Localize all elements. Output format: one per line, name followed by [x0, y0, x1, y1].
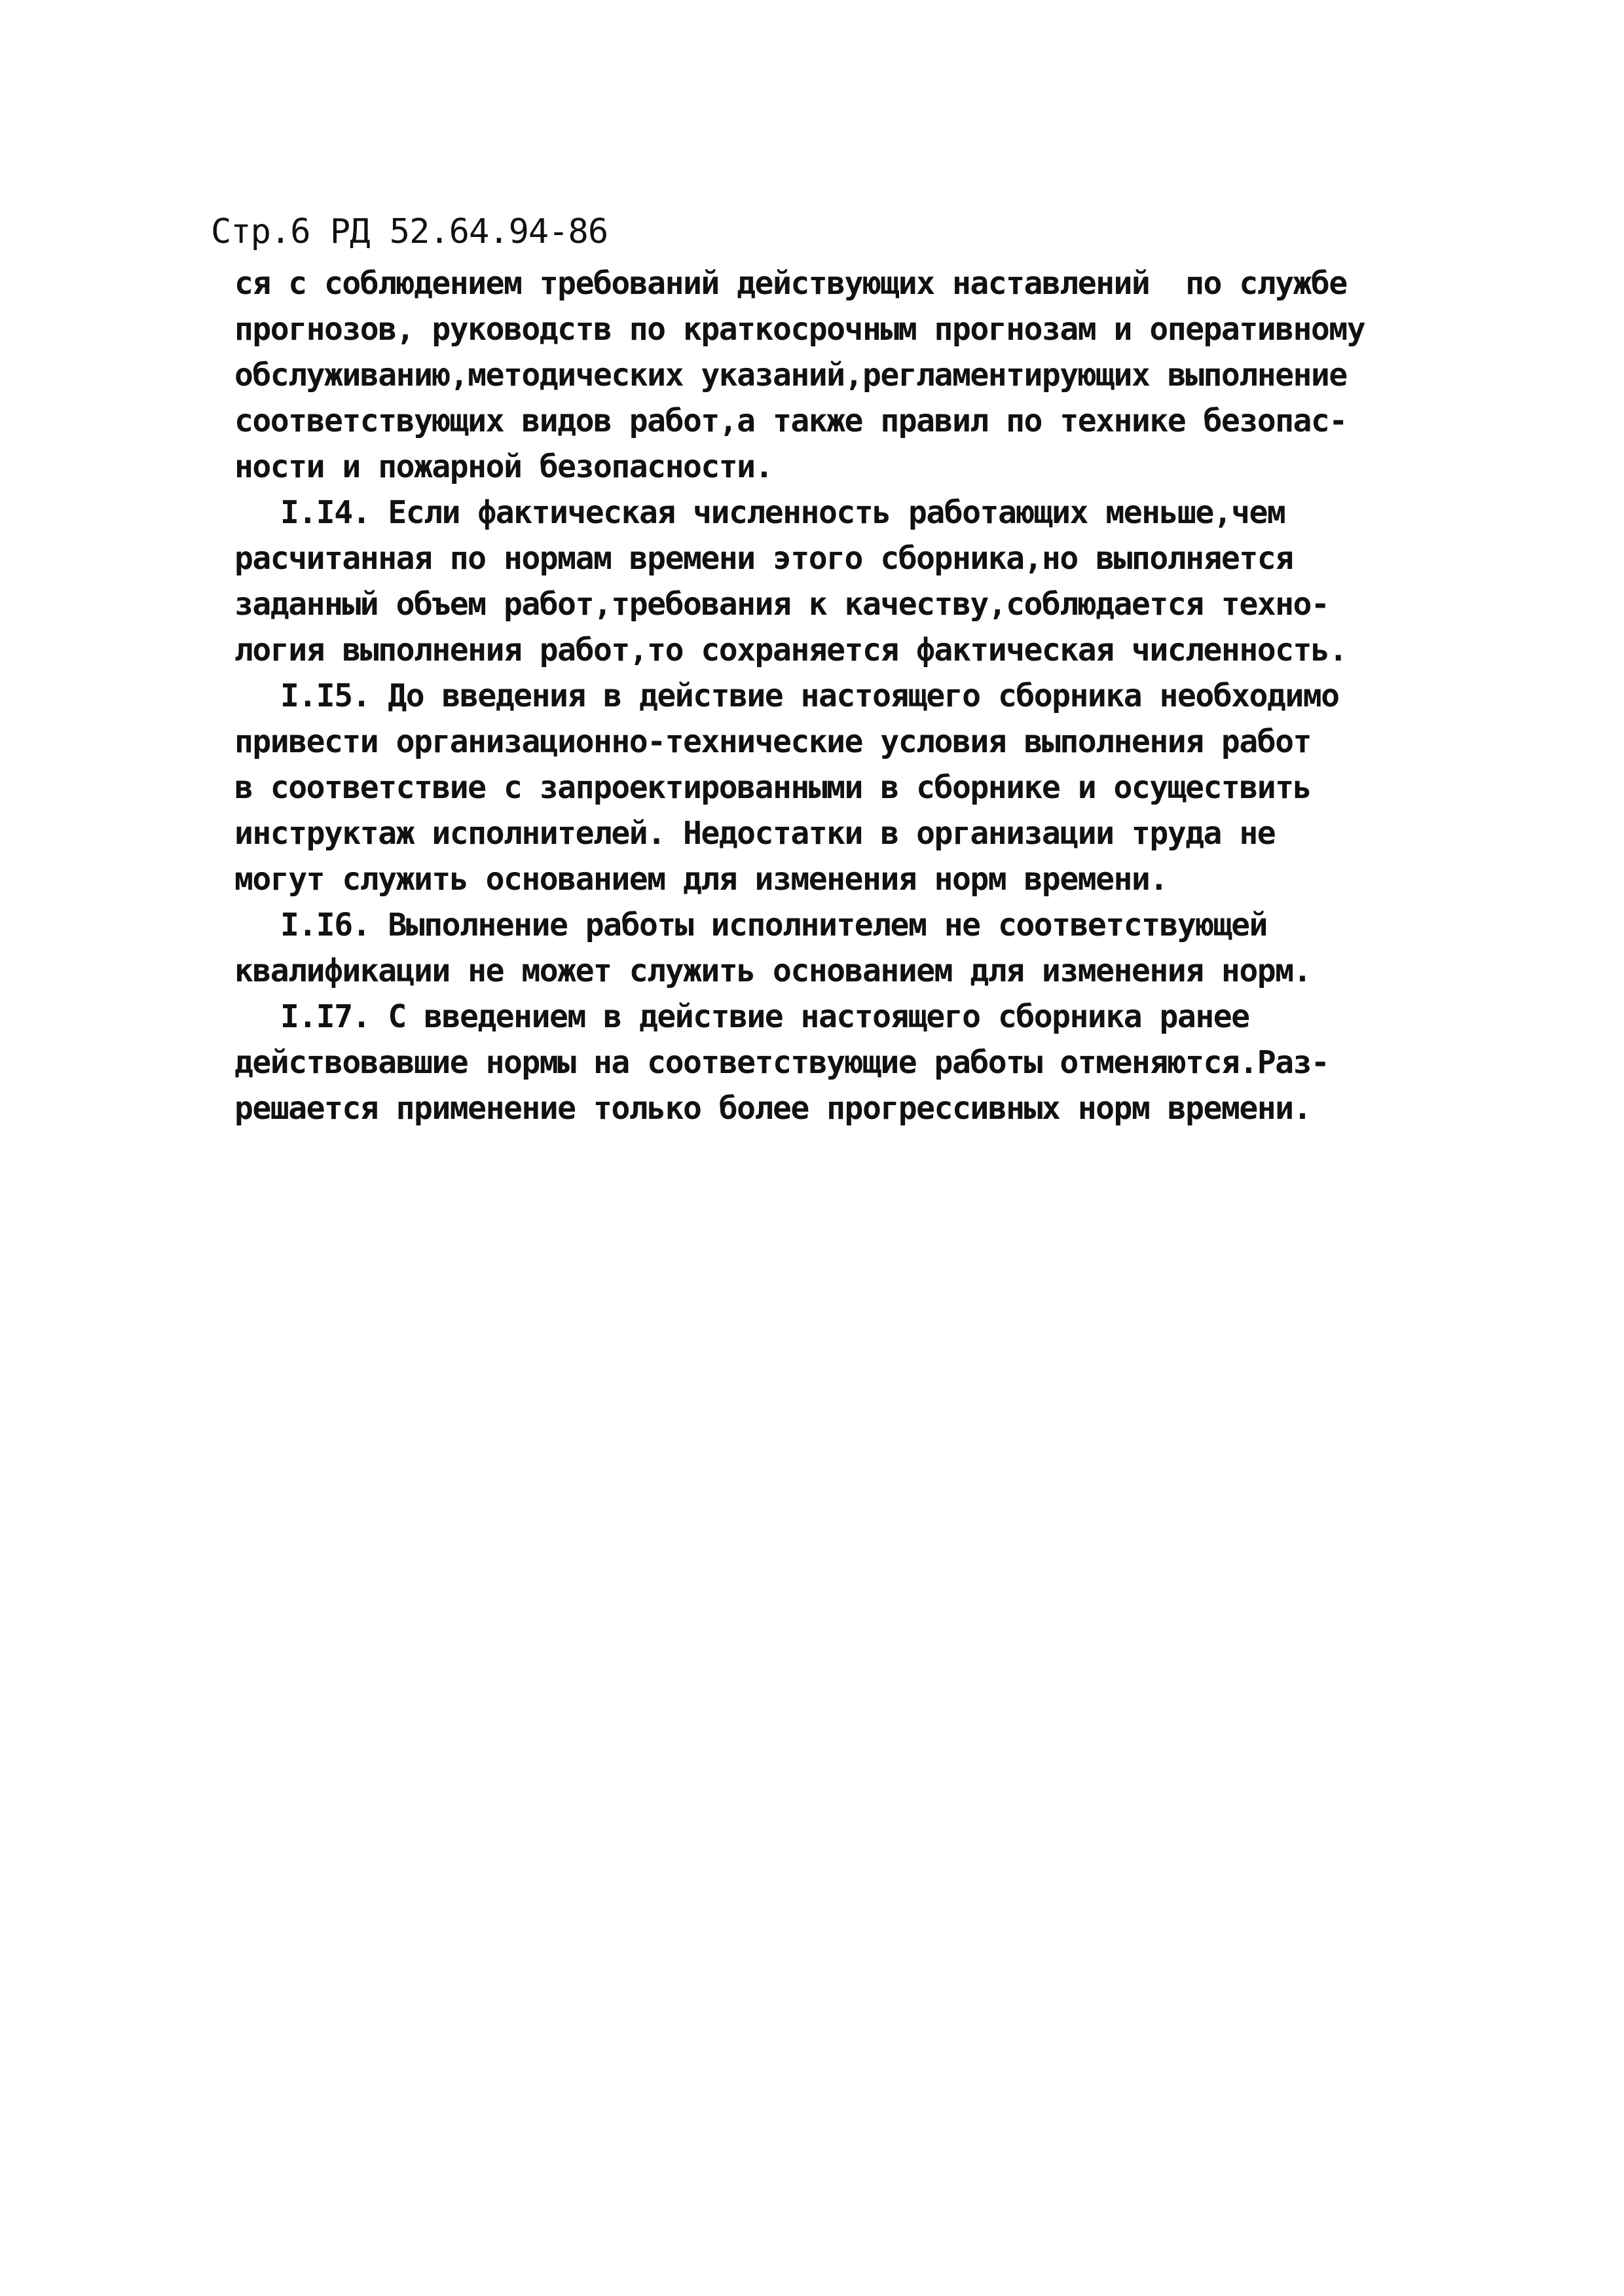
text-line: заданный объем работ,требования к качеству,соблюдается техно-: [234, 586, 1329, 623]
text-line: квалификации не может служить основанием для изменения норм.: [234, 953, 1311, 989]
text-line: ся с соблюдением требований действующих наставлений по службе: [234, 265, 1347, 302]
text-line: могут служить основанием для изменения норм времени.: [234, 861, 1168, 898]
paragraph-start-1-15: I.I5. До введения в действие настоящего сборника необходимо: [280, 678, 1339, 714]
page-header: Стр.6 РД 52.64.94-86: [211, 212, 608, 251]
text-line: инструктаж исполнителей. Недостатки в организации труда не: [234, 815, 1276, 852]
text-line: ности и пожарной безопасности.: [234, 448, 773, 485]
text-line: прогнозов, руководств по краткосрочным прогнозам и оперативному: [234, 311, 1365, 348]
paragraph-start-1-14: I.I4. Если фактическая численность работающих меньше,чем: [280, 494, 1285, 531]
paragraph-start-1-16: I.I6. Выполнение работы исполнителем не соответствующей: [280, 907, 1267, 943]
text-line: действовавшие нормы на соответствующие работы отменяются.Раз-: [234, 1044, 1329, 1081]
document-body: [234, 261, 1433, 1131]
text-line: в соответствие с запроектированными в сборнике и осуществить: [234, 769, 1311, 806]
text-line: привести организационно-технические условия выполнения работ: [234, 723, 1311, 760]
text-line: соответствующих видов работ,а также правил по технике безопас-: [234, 403, 1347, 439]
paragraph-start-1-17: I.I7. С введением в действие настоящего сборника ранее: [280, 998, 1249, 1035]
text-line: расчитанная по нормам времени этого сборника,но выполняется: [234, 540, 1293, 577]
text-line: решается применение только более прогрессивных норм времени.: [234, 1090, 1311, 1127]
text-line: логия выполнения работ,то сохраняется фактическая численность.: [234, 632, 1347, 668]
text-line: обслуживанию,методических указаний,регламентирующих выполнение: [234, 357, 1347, 393]
